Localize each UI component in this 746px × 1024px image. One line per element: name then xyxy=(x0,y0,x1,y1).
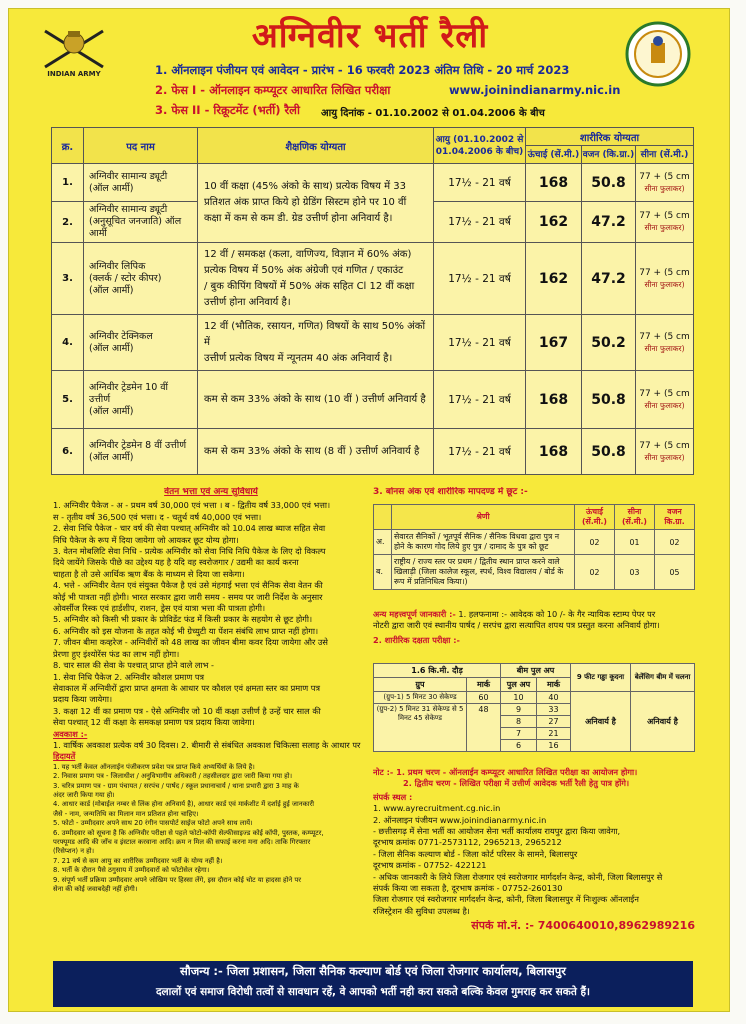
pay-line: सेवा पश्चात् 12 वीं कक्षा के समकक्ष प्रमाण पत्र प्रदाय किया जावेगा। xyxy=(53,717,255,728)
join-army-url[interactable]: www.joinindianarmy.nic.in xyxy=(449,83,621,97)
pay-lines xyxy=(53,500,369,728)
note-line: 8. भर्ती के दौरान पैसे ठगुसाय में उम्मीदवारों को फोटोसेल रहेगा। xyxy=(53,866,210,875)
notes-title: हिदायतें xyxy=(53,751,76,762)
note-line: 5. फोटो - उम्मीदवार अपने साथ 20 रंगीन पासपोर्ट साईज फोटो अपने साथ लायें। xyxy=(53,819,253,828)
pay-line: 3. वेतन मोबलिटि सेवा निधि - प्रत्येक अग्निवीर को सेवा निधि निधि पैकेज के लिए दो विकल्प xyxy=(53,546,326,557)
header-post: पद नाम xyxy=(84,128,198,164)
schedule-line-3: 3. फेस II - रिक्रूटमेंट (भर्ती) रैली xyxy=(155,103,300,117)
contact-line: - छत्तीसगढ़ में सेना भर्ती का आयोजन सेना भर्ती कार्यालय रायपुर द्वारा किया जावेगा, xyxy=(373,826,621,837)
header-physical: शारीरिक योग्यता xyxy=(526,128,694,146)
bonus-title: 3. बोनस अंक एवं शारीरिक मापदण्ड में छूट :- xyxy=(373,487,528,497)
note-line: अंदर जारी किया गया हो। xyxy=(53,790,115,799)
pay-line: दिये जायेंगे जिसके पीछे का उद्देश्य यह है यदि वह स्वरोजगार / उद्यमी का कार्य करना xyxy=(53,557,299,568)
note-line: 2. निवास प्रमाण पत्र - जिलाधीश / अनुविभागीय अधिकारी / तहसीलदार द्वारा जारी किया गया हो। xyxy=(53,772,293,781)
pay-line: 7. जीवन बीमा कव्हरेज - अग्निवीरों को 48 लाख का जीवन बीमा कवर दिया जायेगा और उसे xyxy=(53,637,328,648)
header-age: आयु (01.10.2002 से 01.04.2006 के बीच) xyxy=(434,128,526,164)
edu-general-duty: 10 वीं कक्षा (45% अंको के साथ) प्रत्येक विषय में 33 प्रतिशत अंक प्राप्त किये हो ग्रेडिंग सिस्टम होने पर 10 वीं कक्षा में कम से कम डी. ग्रेड उत्तीर्ण होना अनिवार्य है। xyxy=(198,164,434,243)
table-row: 7 21 xyxy=(374,728,695,740)
table-row: 6 16 xyxy=(374,740,695,752)
contact-lines xyxy=(373,803,695,917)
contact-line: - जिला सैनिक कल्याण बोर्ड - जिला कोर्ट परिसर के सामने, बिलासपुर xyxy=(373,848,578,859)
schedule-line-1: 1. ऑनलाइन पंजीयन एवं आवेदन - प्रारंभ - 16 फरवरी 2023 अंतिम तिथि - 20 मार्च 2023 xyxy=(155,63,570,77)
note-line-1: नोट :- 1. प्रथम चरण - ऑनलाईन कम्प्यूटर आधारित लिखित परीक्षा का आयोजन होगा। xyxy=(373,767,638,777)
pay-line: प्रेरणा हुए इंश्योरेंस फंड का लाभ नहीं होगा। xyxy=(53,648,180,659)
contact-line: रजिस्ट्रेशन की सुविधा उपलब्ध है। xyxy=(373,905,470,916)
fitness-title: 2. शारीरिक दक्षता परीक्षा :- xyxy=(373,634,460,645)
recruitment-poster xyxy=(8,8,730,1012)
table-row: (ग्रुप-1) 5 मिनट 30 सेकेण्ड 60 10 40 अनिवार्य है अनिवार्य है xyxy=(374,692,695,704)
page-title: अग्निवीर भर्ती रैली xyxy=(251,16,489,56)
note-line: 1. यह भर्ती केवल ऑनलाईन पंजीकरण प्रवेश पत्र प्राप्त किये अभ्यर्थियों के लिये है। xyxy=(53,762,255,771)
contact-place-title: संपर्क स्थल : xyxy=(373,791,413,802)
header-education: शैक्षणिक योग्यता xyxy=(198,128,434,164)
eligibility-table xyxy=(51,127,694,475)
bonus-table: श्रेणी ऊंचाई (सें.मी.) सीना (सें.मी.) वजन कि.ग्रा. अ. सेवारत सैनिकों / भूतपूर्व सैनिक / सैनिक विधवा द्वारा पुत्र न होने के कारण गोद लिये हुए पुत्र / दामाद के पुत्र को छूट 02 01 02 ब. राष्ट्रीय / राज्य स्तर पर प्रथम / द्वितीय स्थान प्राप्त करने वाले खिलाड़ी (जिला कालेज स्कूल, स्पर्ध, विश्व विद्यालय / बोर्ड के रूप में प्रतिनिधित्व किया।) 02 03 05 xyxy=(373,504,695,590)
leave-line: 1. वार्षिक अवकाश प्रत्येक वर्ष 30 दिवस। 2. बीमारी से संबंधित अवकाश चिकित्सा सलाह के आधार पर xyxy=(53,739,361,750)
table-row: 4. अग्निवीर टेक्निकल (ऑल आर्मी) 12 वीं (भौतिक, रसायन, गणित) विषयों के साथ 50% अंकों में उत्तीर्ण प्रत्येक विषय में न्यूनतम 40 अंक अनिवार्य है। 17½ - 21 वर्ष 167 50.2 77 + (5 cm सीना फुलाकर) xyxy=(52,315,694,371)
note-line: परफ्यूमड आदि की जाँच व इंस्टाल करवाना आदि। क्रम न मिल की सफाई करना मना अदि। ताकि गिरफ्तार xyxy=(53,838,311,846)
footer-warning: दलालों एवं समाज विरोधी तत्वों से सावधान रहें, वे आपको भर्ती नही करा सकते बल्कि केवल गुमराह कर सकते हैं। xyxy=(155,986,591,998)
pay-line: 3. कक्षा 12 वीं का प्रमाण पत्र - ऐसे अग्निवीर जो 10 वीं कक्षा उत्तीर्ण है उन्हें चार साल की xyxy=(53,705,321,716)
table-row: 1. अग्निवीर सामान्य ड्यूटी (ऑल आर्मी) 10 वीं कक्षा (45% अंको के साथ) प्रत्येक विषय में 33 प्रतिशत अंक प्राप्त किये हो ग्रेडिंग सिस्टम होने पर 10 वीं कक्षा में कम से कम डी. ग्रेड उत्तीर्ण होना अनिवार्य है। 17½ - 21 वर्ष 168 50.8 77 + (5 cm सीना फुलाकर) xyxy=(52,164,694,202)
table-row: 5. अग्निवीर ट्रेडमेन 10 वीं उत्तीर्ण (ऑल आर्मी) कम से कम 33% अंको के साथ (10 वीं ) उत्तीर्ण अनिवार्य है 17½ - 21 वर्ष 168 50.8 77 + (5 cm सीना फुलाकर) xyxy=(52,371,694,429)
pay-line: 1. सेवा निधि पैकेज 2. अग्निवीर कौशल प्रमाण पत्र xyxy=(53,671,205,682)
pay-line: 2. सेवा निधि पैकेज - चार वर्ष की सेवा पश्चात् अग्निवीर को 10.04 लाख ब्याज सहित सेवा xyxy=(53,523,326,534)
note-line: 3. चरित्र प्रमाण पत्र - ग्राम पंचायत / सरपंच / पार्षद / स्कूल प्रधानाचार्य / थाना प्रभारी द्वारा 3 माह के xyxy=(53,781,299,790)
table-row: 3. अग्निवीर लिपिक (क्लर्क / स्टोर कीपर) (ऑल आर्मी) 12 वीं / समकक्ष (कला, वाणिज्य, विज्ञान में 60% अंक) प्रत्येक विषय में 50% अंक अंग्रेजी एवं गणित / एकाउंट / बुक कीपिंग विषयों में 50% अंक सहित Cl 12 वीं कक्षा उत्तीर्ण होना अनिवार्य है। 17½ - 21 वर्ष 162 47.2 77 + (5 cm सीना फुलाकर) xyxy=(52,243,694,315)
note-line: 6. उम्मीदवार को सूचना है कि अग्निवीर परीक्षा से पहले फोटो-कॉपी सेल्फीसाइज्ड कोई कॉपी, पुस्तक, कम्प्यूटर, xyxy=(53,828,324,837)
table-row: अ. सेवारत सैनिकों / भूतपूर्व सैनिक / सैनिक विधवा द्वारा पुत्र न होने के कारण गोद लिये हुए पुत्र / दामाद के पुत्र को छूट 02 01 02 xyxy=(374,530,695,555)
header-weight: वजन (कि.ग्रा.) xyxy=(582,146,636,164)
contact-line: 2. ऑनलाइन पंजीयन www.joinindianarmy.nic.in xyxy=(373,814,547,825)
note-line: 7. 21 वर्ष से कम आयु का शारीरिक उम्मीदवार भर्ती के योग्य नहीं है। xyxy=(53,856,223,865)
table-row: 6. अग्निवीर ट्रेडमेन 8 वीं उत्तीर्ण (ऑल आर्मी) कम से कम 33% अंको के साथ (8 वीं ) उत्तीर्ण अनिवार्य है 17½ - 21 वर्ष 168 50.8 77 + (5 cm सीना फुलाकर) xyxy=(52,429,694,475)
header-chest: सीना (सें.मी.) xyxy=(636,146,694,164)
pay-line: प्रदाय किया जायेगा। xyxy=(53,694,113,705)
notes-lines xyxy=(53,763,369,895)
contact-line: दूरभाष क्रमांक - 07752- 422121 xyxy=(373,860,487,871)
contact-mobile: संपर्क मो.नं. :- 7400640010,8962989216 xyxy=(471,920,695,932)
note-line: 9. संपूर्ण भर्ती प्रक्रिया उम्मीदवार अपने जोखिम पर हिस्सा लेंगे, इस दौरान कोई चोट या हादसा होने पर xyxy=(53,875,301,884)
contact-section xyxy=(373,767,695,932)
pay-title: वेतन भत्ता एवं अन्य सुविधायें xyxy=(164,487,258,497)
pay-line: 4. भत्ते - अग्निवीर वेतन एवं संयुक्त पैकेज है एवं उसे मंहगाई भत्ता एवं सैनिक सेवा वेतन की xyxy=(53,580,323,591)
pay-benefits-section xyxy=(53,487,369,959)
contact-line: 1. www.ayrecruitment.cg.nic.in xyxy=(373,803,501,814)
pay-line: चाहता है तो उसे आर्थिक ऋण बैंक के माध्यम से दिया जा सकेगा। xyxy=(53,568,245,579)
pay-line: 8. चार साल की सेवा के पश्चात् प्राप्त होने वाले लाभ - xyxy=(53,660,214,671)
contact-line: दूरभाष क्रमांक 0771-2573112, 2965213, 2965212 xyxy=(373,837,562,848)
table-row: 2. अग्निवीर सामान्य ड्यूटी (अनुसूचित जनजाति) ऑल आर्मी 17½ - 21 वर्ष 162 47.2 77 + (5 cm सीना फुलाकर) xyxy=(52,202,694,243)
contact-line: - अधिक जानकारी के लिये जिला रोजगार एवं स्वरोजगार मार्गदर्शन केन्द्र, कोनी, जिला बिलासपुर से xyxy=(373,871,663,882)
important-info: अन्य महत्त्वपूर्ण जानकारी :- 1. हलफनामा :- आवेदक को 10 /- के गैर न्यायिक स्टाम्प पेपर पर नोटरी द्वारा जारी एवं स्थानीय पार्षद / सरपंच द्वारा सत्यापित शपथ पत्र प्रस्तुत करना अनिवार्य होगा। 2. शारीरिक दक्षता परीक्षा :- xyxy=(373,609,695,646)
pay-line: 6. अग्निवीर को इस योजना के तहत कोई भी ग्रेच्युटी या पेंशन संबंधि लाभ प्राप्त नहीं होगा। xyxy=(53,625,319,636)
note-line: 4. आधार कार्ड (मोबाईल नम्बर से लिंक होना अनिवार्य है), आधार कार्ड एवं मार्कशीट में दर्शाई हुई जानकारी xyxy=(53,800,315,809)
header-sno: क्र. xyxy=(52,128,84,164)
pay-line: 5. अग्निवीर को किसी भी प्रकार के प्रोविडेंट फंड में किसी प्रकार के सहयोग से छूट होगी। xyxy=(53,614,313,625)
pay-line: ओवर्सीज रिस्क एवं हार्डशीप, राशन, ड्रेस एवं यात्रा भत्ता की पात्रता होगी। xyxy=(53,603,266,614)
age-window: आयु दिनांक - 01.10.2002 से 01.04.2006 के बीच xyxy=(321,108,545,119)
pay-line: निधि पैकेज के रूप में दिया जायेगा जो आयकर छूट योग्य होगा। xyxy=(53,534,239,545)
pay-line: कोई भी पात्रता नहीं होगी। भारत सरकार द्वारा जारी समय - समय पर जारी निर्देश के अनुसार xyxy=(53,591,323,602)
footer-band xyxy=(53,961,693,1007)
note-line: (रिसेप्शन) न हो। xyxy=(53,847,95,856)
table-row: ब. राष्ट्रीय / राज्य स्तर पर प्रथम / द्वितीय स्थान प्राप्त करने वाले खिलाड़ी (जिला कालेज स्कूल, स्पर्ध, विश्व विद्यालय / बोर्ड के रूप में प्रतिनिधित्व किया।) 02 03 05 xyxy=(374,555,695,590)
table-row: 8 27 xyxy=(374,716,695,728)
pay-line: 1. अग्निवीर पैकेज - अ - प्रथम वर्ष 30,000 एवं भत्ता । ब - द्वितीय वर्ष 33,000 एवं भत्ता। xyxy=(53,500,331,511)
leave-title: अवकाश :- xyxy=(53,728,88,739)
note-line: जैसे - नाम, जन्मतिथि का मिलान मान प्रतिशत होना चाहिए। xyxy=(53,809,199,818)
note-line-2: 2. द्वितीय चरण - लिखित परीक्षा में उत्तीर्ण आवेदक भर्ती रैली हेतु पात्र होंगे। xyxy=(403,778,630,789)
pay-line: सेवाकाल में अग्निवीरों द्वारा प्राप्त क्षमता के आधार पर कौशल एवं क्षमता स्तर का प्रमाण पत्र xyxy=(53,682,320,693)
contact-line: जिला रोजगार एवं स्वरोजगार मार्गदर्शन केन्द्र, कोनी, जिला बिलासपुर में निःशुल्क ऑनलाईन xyxy=(373,894,639,905)
contact-line: संपर्क किया जा सकता है, दूरभाष क्रमांक - 07752-260130 xyxy=(373,883,563,894)
army-logo-text: INDIAN ARMY xyxy=(47,70,101,78)
schedule-line-2: 2. फेस I - ऑनलाइन कम्प्यूटर आधारित लिखित परीक्षा xyxy=(155,83,391,97)
fitness-table: 1.6 कि.मी. दौड़ बीम पुल अप 9 फीट गड्ढा कूदना बेलेंसिग बीम में चलना ग्रुप मार्क पुल अप मार्क (ग्रुप-1) 5 मिनट 30 सेकेण्ड 60 10 40 अनिवार्य है अनिवार्य है (ग्रुप-2) 5 मिनट 31 सेकेण्ड से 5 मिनट 45 सेकेण्ड 48 9 33 8 27 7 21 6 16 xyxy=(373,663,695,752)
footer-courtesy: सौजन्य :- जिला प्रशासन, जिला सैनिक कल्याण बोर्ड एवं जिला रोजगार कार्यालय, बिलासपुर xyxy=(180,964,566,978)
pay-line: स - तृतीय वर्ष 36,500 एवं भत्ता। द - चतुर्थ वर्ष 40,000 एवं भत्ता। xyxy=(53,511,262,522)
header-height: ऊंचाई (सें.मी.) xyxy=(526,146,582,164)
note-line: सेना की कोई जवाबदेही नहीं होगी। xyxy=(53,885,138,894)
table-row: (ग्रुप-2) 5 मिनट 31 सेकेण्ड से 5 मिनट 45 सेकेण्ड 48 9 33 xyxy=(374,704,695,716)
